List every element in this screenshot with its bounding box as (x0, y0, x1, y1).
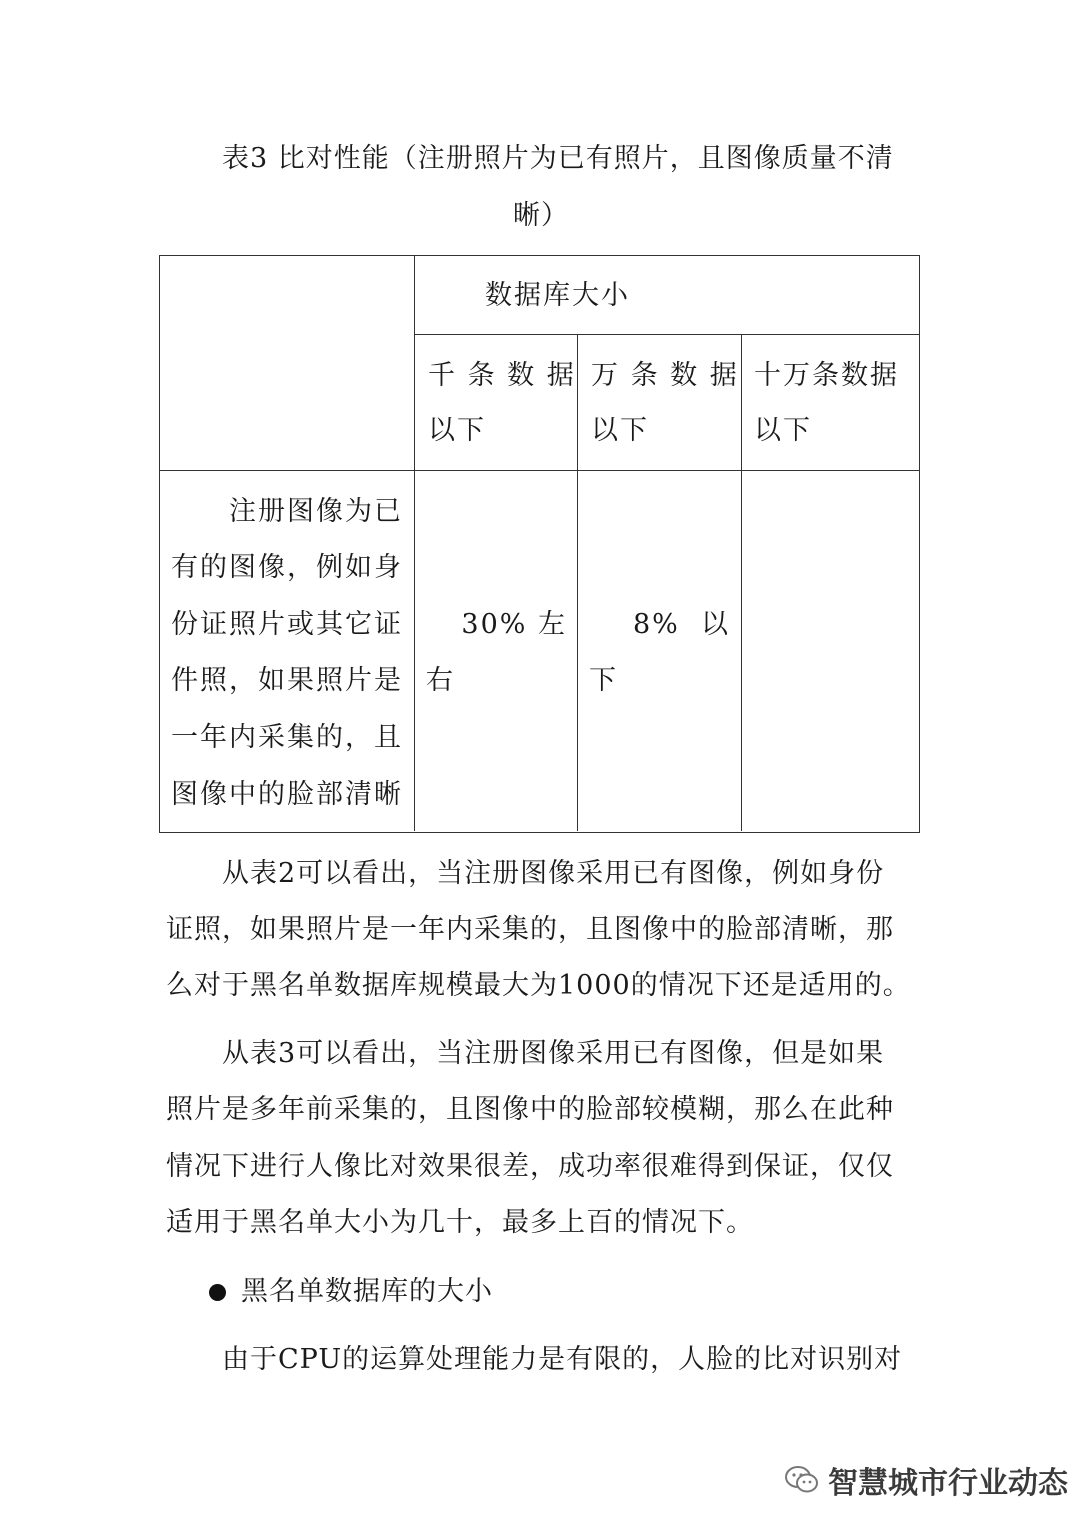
wechat-icon (784, 1465, 820, 1495)
paragraph-2-line: 从表3可以看出，当注册图像采用已有图像，但是如果 (222, 1038, 885, 1069)
paragraph-2-line: 照片是多年前采集的，且图像中的脸部较模糊，那么在此种 (166, 1094, 894, 1125)
paragraph-2-line: 情况下进行人像比对效果很差，成功率很难得到保证，仅仅 (166, 1151, 894, 1182)
cell-value-ten-thousand-cont: 下 (589, 665, 618, 696)
column-header-thousand-cont: 以下 (428, 415, 486, 446)
paragraph-1-line: 么对于黑名单数据库规模最大为1000的情况下还是适用的。 (166, 970, 911, 1001)
table-caption-cont: 晰） (513, 200, 569, 231)
row-label-line: 份证照片或其它证 (171, 609, 403, 640)
row-label-line: 图像中的脸部清晰 (171, 779, 403, 810)
row-label-line: 一年内采集的，且 (171, 722, 403, 753)
paragraph-2-line: 适用于黑名单大小为几十，最多上百的情况下。 (166, 1207, 754, 1238)
row-label-line: 注册图像为已 (229, 496, 403, 527)
column-header-hundred-thousand: 十万条数据 (754, 360, 899, 391)
cell-value-thousand-cont: 右 (426, 665, 455, 696)
watermark (784, 1458, 1068, 1502)
watermark-text: 智慧城市行业动态 (828, 1466, 1068, 1501)
data-table (159, 255, 920, 833)
cell-value-ten-thousand: 8% 以 (633, 609, 730, 640)
bullet-heading: 黑名单数据库的大小 (241, 1276, 493, 1307)
column-header-ten-thousand-cont: 以下 (591, 415, 649, 446)
paragraph-1-line: 证照，如果照片是一年内采集的，且图像中的脸部清晰，那 (166, 914, 894, 945)
paragraph-1-line: 从表2可以看出，当注册图像采用已有图像，例如身份 (222, 858, 885, 889)
bullet-dot-icon (209, 1284, 226, 1301)
column-header-ten-thousand: 万 条 数 据 (591, 360, 739, 391)
table-caption: 表3 比对性能（注册照片为已有照片，且图像质量不清 (222, 143, 894, 174)
column-header-hundred-thousand-cont: 以下 (754, 415, 812, 446)
row-label-line: 有的图像，例如身 (171, 552, 403, 583)
paragraph-3-line: 由于CPU的运算处理能力是有限的，人脸的比对识别对 (222, 1344, 903, 1375)
cell-value-thousand: 30% 左 (461, 609, 567, 640)
column-header-thousand: 千 条 数 据 (428, 360, 576, 391)
table-header-group: 数据库大小 (485, 280, 630, 311)
row-label-line: 件照，如果照片是 (171, 665, 403, 696)
